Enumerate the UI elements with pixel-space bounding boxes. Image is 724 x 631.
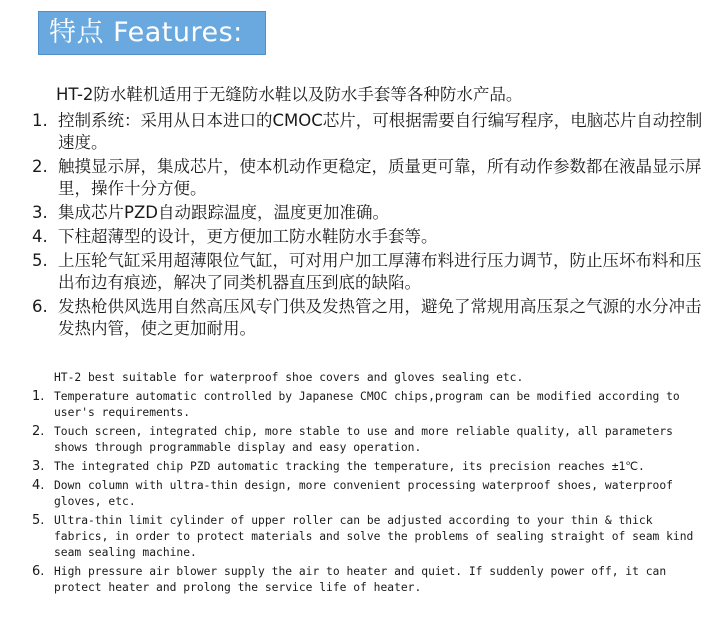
item-text: 上压轮气缸采用超薄限位气缸，可对用户加工厚薄布料进行压力调节，防止压坏布料和压出布边有痕迹，解决了同类机器直压到底的缺陷。 (58, 251, 702, 292)
chinese-feature-item (32, 156, 712, 200)
item-number: 5. (32, 513, 45, 528)
item-text: Temperature automatic controlled by Japanese CMOC chips,program can be modified according to user's requirements. (54, 390, 680, 419)
item-text: Down column with ultra-thin design, more convenient processing waterproof shoes, waterproof gloves, etc. (54, 479, 673, 508)
item-text: 集成芯片PZD自动跟踪温度，温度更加准确。 (58, 203, 389, 222)
english-feature-item (32, 424, 712, 456)
english-feature-item (32, 389, 712, 421)
chinese-feature-item (32, 250, 712, 294)
chinese-feature-item (32, 226, 712, 248)
item-number: 4. (32, 227, 48, 246)
chinese-feature-list (32, 110, 712, 340)
item-number: 1. (32, 389, 45, 404)
english-feature-item (32, 478, 712, 510)
item-text: The integrated chip PZD automatic tracking the temperature, its precision reaches ±1℃. (54, 460, 645, 473)
english-intro: HT-2 best suitable for waterproof shoe covers and gloves sealing etc. (54, 371, 524, 384)
english-features (32, 370, 712, 599)
english-feature-item (32, 564, 712, 596)
item-text: 控制系统：采用从日本进口的CMOC芯片，可根据需要自行编写程序，电脑芯片自动控制速度。 (58, 111, 703, 152)
item-number: 3. (32, 459, 45, 474)
chinese-feature-item (32, 202, 712, 224)
item-number: 6. (32, 564, 45, 579)
item-text: 发热枪供风选用自然高压风专门供及发热管之用，避免了常规用高压泵之气源的水分冲击发热内管，使之更加耐用。 (58, 297, 702, 338)
item-text: 下柱超薄型的设计，更方便加工防水鞋防水手套等。 (58, 227, 438, 246)
item-number: 2. (32, 424, 45, 439)
item-text: Touch screen, integrated chip, more stable to use and more reliable quality, all parameters shows through programmable display and easy operation. (54, 425, 673, 454)
chinese-feature-item (32, 110, 712, 154)
item-number: 5. (32, 251, 48, 270)
english-feature-list (32, 389, 712, 596)
features-title: 特点 Features: (49, 17, 243, 48)
item-number: 2. (32, 157, 48, 176)
item-number: 4. (32, 478, 45, 493)
chinese-features (32, 84, 712, 342)
item-number: 6. (32, 297, 48, 316)
english-feature-item (32, 459, 712, 475)
item-text: Ultra-thin limit cylinder of upper roller can be adjusted according to your thin & thick fabrics, in order to protect materials and solve the problems of sealing straight of seam kind seam sealing machine. (54, 514, 694, 559)
chinese-feature-item (32, 296, 712, 340)
features-badge (38, 11, 266, 55)
item-text: High pressure air blower supply the air to heater and quiet. If suddenly power off, it can protect heater and prolong the service life of heater. (54, 565, 667, 594)
chinese-intro: HT-2防水鞋机适用于无缝防水鞋以及防水手套等各种防水产品。 (56, 85, 523, 104)
item-number: 1. (32, 111, 48, 130)
item-text: 触摸显示屏，集成芯片，使本机动作更稳定，质量更可靠，所有动作参数都在液晶显示屏里，操作十分方便。 (58, 157, 702, 198)
item-number: 3. (32, 203, 48, 222)
english-feature-item (32, 513, 712, 561)
